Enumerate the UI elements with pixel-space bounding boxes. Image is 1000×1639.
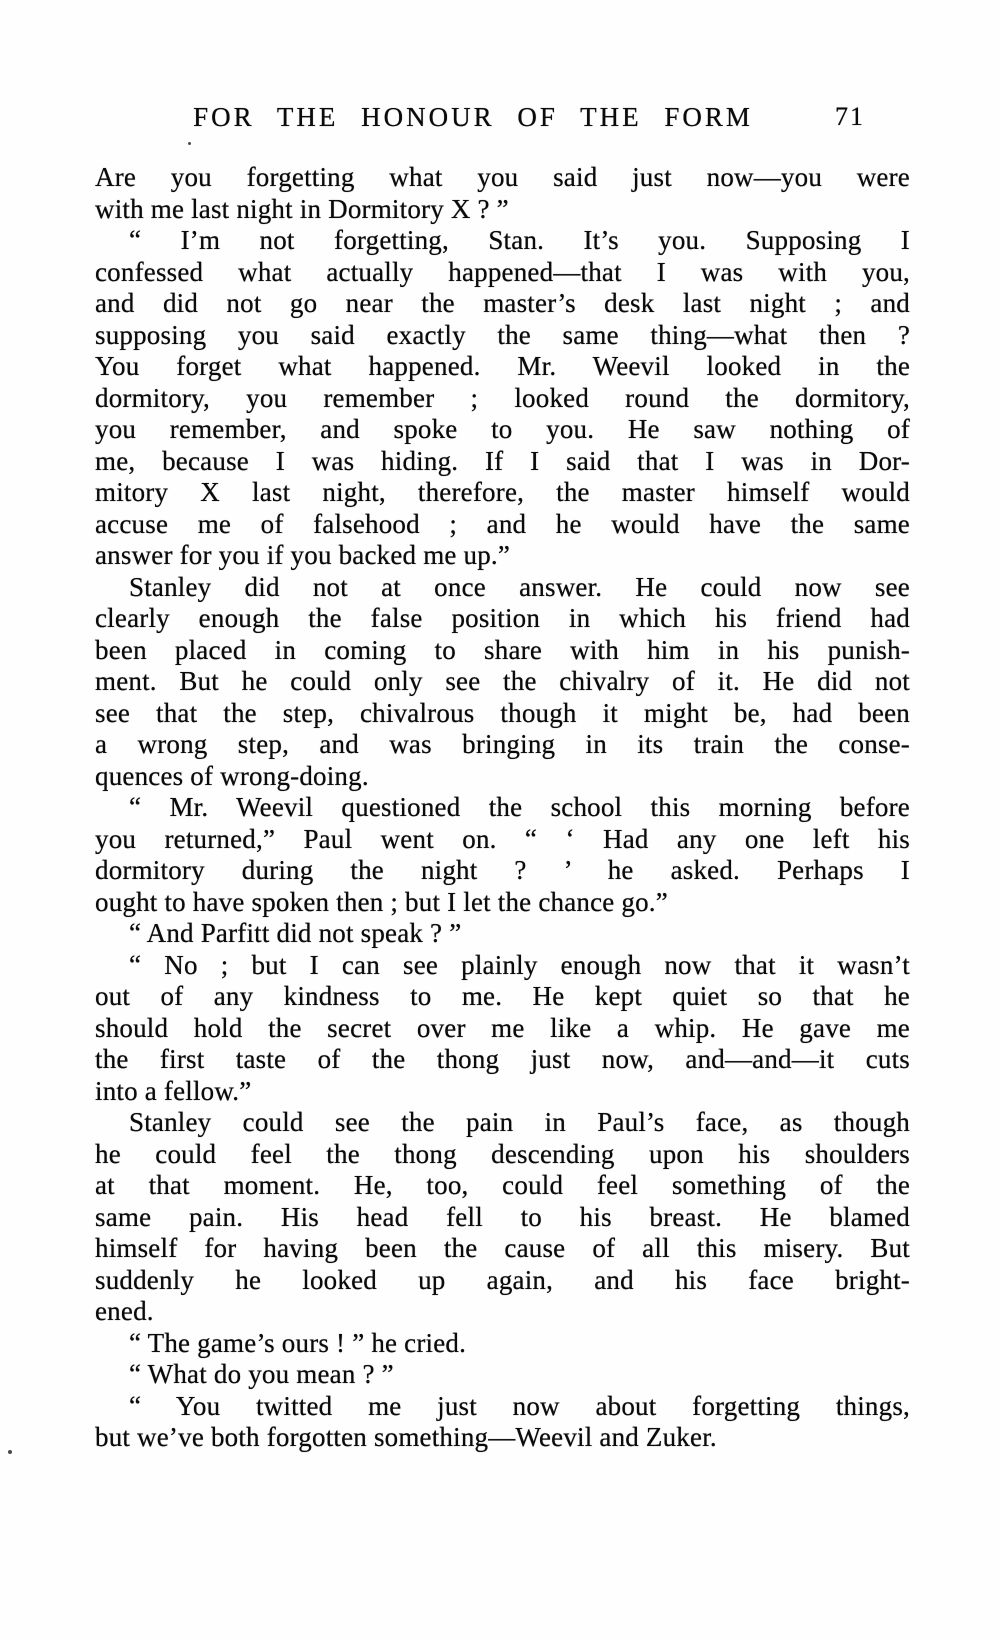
text-line: you returned,” Paul went on. “ ‘ Had any one left his: [95, 823, 910, 854]
print-speck: [188, 142, 191, 145]
text-line: dormitory during the night ? ’ he asked. Perhaps I: [95, 855, 910, 885]
text-line: “ What do you mean ? ”: [129, 1359, 394, 1389]
text-line: answer for you if you backed me up.”: [95, 540, 511, 570]
text-line: with me last night in Dormitory X ? ”: [95, 193, 509, 224]
text-line: dormitory, you remember ; looked round the dormitory,: [95, 382, 910, 413]
print-speck: [8, 1450, 12, 1454]
page-number: 71: [835, 102, 865, 131]
text-line: into a fellow.”: [95, 1075, 252, 1106]
text-line: see that the step, chivalrous though it might be, had been: [95, 697, 910, 728]
text-line: accuse me of falsehood ; and he would have the same: [95, 508, 910, 539]
text-line: a wrong step, and was bringing in its train the conse-: [95, 729, 910, 759]
text-line: Stanley could see the pain in Paul’s face, as though: [129, 1107, 910, 1137]
text-line: should hold the secret over me like a whip. He gave me: [95, 1012, 910, 1043]
text-line: quences of wrong-doing.: [95, 760, 369, 791]
text-line: “ I’m not forgetting, Stan. It’s you. Supposing I: [129, 225, 910, 255]
text-line: suddenly he looked up again, and his face bright-: [95, 1264, 910, 1295]
text-line: confessed what actually happened—that I was with you,: [95, 256, 910, 287]
text-line: “ And Parfitt did not speak ? ”: [129, 918, 462, 948]
text-line: out of any kindness to me. He kept quiet so that he: [95, 981, 910, 1011]
running-head: [97, 100, 909, 138]
text-line: clearly enough the false position in which his friend had: [95, 603, 910, 633]
text-line: ought to have spoken then ; but I let the chance go.”: [95, 886, 668, 917]
text-line: ened.: [95, 1296, 154, 1326]
body-text: [95, 162, 910, 1454]
text-line: You forget what happened. Mr. Weevil looked in the: [95, 351, 910, 381]
text-line: been placed in coming to share with him in his punish-: [95, 634, 910, 665]
text-line: Stanley did not at once answer. He could now see: [129, 571, 910, 602]
text-line: same pain. His head fell to his breast. He blamed: [95, 1201, 910, 1232]
text-line: supposing you said exactly the same thing—what then ?: [95, 319, 910, 350]
text-line: me, because I was hiding. If I said that I was in Dor-: [95, 445, 910, 476]
text-line: himself for having been the cause of all this misery. But: [95, 1233, 910, 1263]
text-line: mitory X last night, therefore, the master himself would: [95, 477, 910, 507]
text-line: Are you forgetting what you said just now—you were: [95, 162, 910, 192]
text-line: at that moment. He, too, could feel something of the: [95, 1170, 910, 1200]
text-line: “ The game’s ours ! ” he cried.: [129, 1327, 467, 1358]
text-line: the first taste of the thong just now, and—and—it cuts: [95, 1044, 910, 1074]
text-line: “ Mr. Weevil questioned the school this morning before: [129, 792, 910, 822]
chapter-running-title: FOR THE HONOUR OF THE FORM: [193, 102, 753, 132]
text-line: he could feel the thong descending upon his shoulders: [95, 1138, 910, 1169]
text-line: ment. But he could only see the chivalry of it. He did not: [95, 666, 910, 696]
text-line: “ No ; but I can see plainly enough now that it wasn’t: [129, 949, 910, 980]
text-line: and did not go near the master’s desk last night ; and: [95, 288, 910, 318]
text-line: but we’ve both forgotten something—Weevil and Zuker.: [95, 1422, 717, 1452]
text-line: “ You twitted me just now about forgetting things,: [129, 1390, 910, 1421]
text-line: you remember, and spoke to you. He saw nothing of: [95, 414, 910, 444]
